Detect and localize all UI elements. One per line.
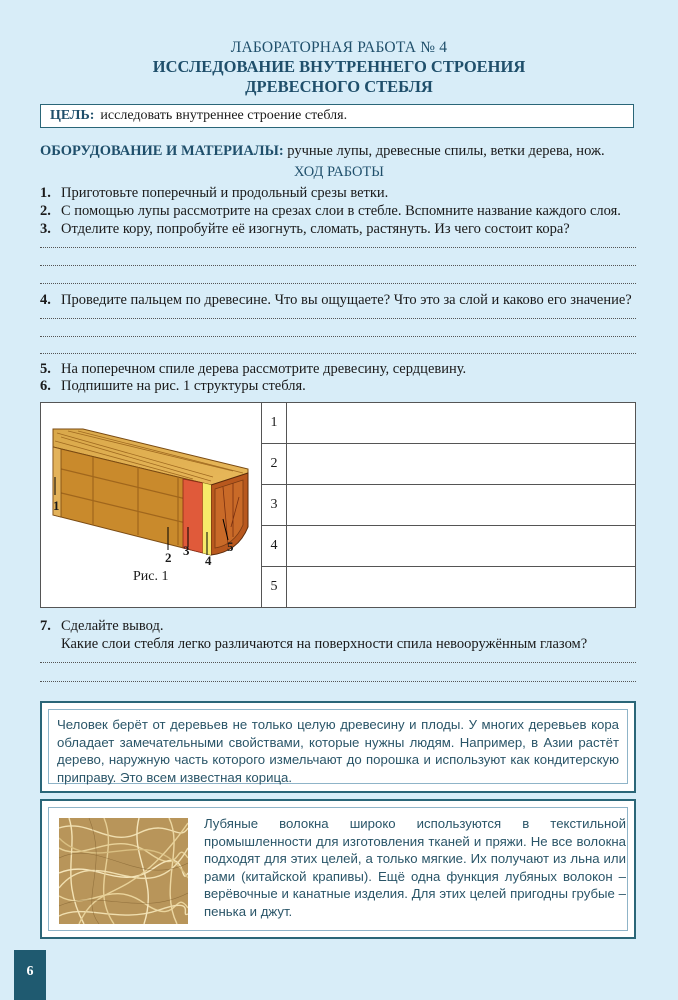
table-row xyxy=(262,567,636,607)
step-1: 1. Приготовьте поперечный и продольный срезы ветки. xyxy=(40,185,389,201)
row-number: 5 xyxy=(262,567,287,607)
answer-line[interactable] xyxy=(40,662,636,663)
figure-label-4: 4 xyxy=(205,553,212,568)
answer-line[interactable] xyxy=(40,336,636,337)
equipment-text: ручные лупы, древесные спилы, ветки дерева, нож. xyxy=(283,143,605,159)
answer-cell[interactable] xyxy=(287,526,636,567)
lab-title-line-2: ДРЕВЕСНОГО СТЕБЛЯ xyxy=(245,77,433,96)
step-7: 7. Сделайте вывод. xyxy=(40,618,164,634)
step-6: 6. Подпишите на рис. 1 структуры стебля. xyxy=(40,378,306,394)
goal-text: исследовать внутреннее строение стебля. xyxy=(100,108,348,123)
figure-label-5: 5 xyxy=(227,539,234,554)
table-row xyxy=(262,443,636,484)
answer-cell[interactable] xyxy=(287,484,636,525)
row-number: 1 xyxy=(262,403,287,443)
stem-cross-section-illustration xyxy=(43,407,258,567)
step-7-question: Какие слои стебля легко различаются на поверхности спила невооружённым глазом? xyxy=(61,636,588,652)
info-box-cinnamon-text: Человек берёт от деревьев не только целую древесину и плоды. У многих деревьев кора обладает замечательными свойствами, которые нужны людям. Например, в Азии растёт дерево, наружную часть которого измельчают до порошка и используют как кондитерскую приправу. Это всем известная корица. xyxy=(48,709,628,784)
figure-1-box xyxy=(40,402,636,608)
answer-line[interactable] xyxy=(40,265,636,266)
bast-fiber-photo xyxy=(59,818,188,924)
table-row xyxy=(262,403,636,443)
procedure-heading: ХОД РАБОТЫ xyxy=(294,164,384,180)
lab-number: ЛАБОРАТОРНАЯ РАБОТА № 4 xyxy=(230,39,448,56)
row-number: 4 xyxy=(262,526,287,567)
table-row xyxy=(262,484,636,525)
step-3: 3. Отделите кору, попробуйте её изогнуть, сломать, растянуть. Из чего состоит кора? xyxy=(40,221,570,237)
info-box-bast-fibers xyxy=(40,799,636,939)
page-header xyxy=(0,38,678,97)
row-number: 3 xyxy=(262,484,287,525)
goal-box xyxy=(40,104,634,128)
step-2: 2. С помощью лупы рассмотрите на срезах слои в стебле. Вспомните название каждого слоя. xyxy=(40,203,621,219)
answer-line[interactable] xyxy=(40,681,636,682)
row-number: 2 xyxy=(262,443,287,484)
answer-line[interactable] xyxy=(40,318,636,319)
page-number: 6 xyxy=(14,950,46,1000)
equipment-label: ОБОРУДОВАНИЕ И МАТЕРИАЛЫ: xyxy=(40,143,284,159)
goal-label: ЦЕЛЬ: xyxy=(50,108,95,123)
info-box-cinnamon xyxy=(40,701,636,793)
step-5: 5. На поперечном спиле дерева рассмотрите древесину, сердцевину. xyxy=(40,361,467,377)
table-row xyxy=(262,526,636,567)
figure-label-1: 1 xyxy=(53,498,60,513)
equipment-line xyxy=(40,141,605,161)
answer-cell[interactable] xyxy=(287,443,636,484)
answer-cell[interactable] xyxy=(287,567,636,607)
answer-line[interactable] xyxy=(40,283,636,284)
step-4: 4. Проведите пальцем по древесине. Что вы ощущаете? Что это за слой и каково его значение? xyxy=(40,292,632,308)
figure-label-2: 2 xyxy=(165,550,172,565)
figure-label-3: 3 xyxy=(183,543,190,558)
answer-cell[interactable] xyxy=(287,403,636,443)
structures-answer-table xyxy=(261,403,635,607)
figure-caption: Рис. 1 xyxy=(133,569,169,584)
info-box-bast-fibers-text: Лубяные волокна широко используются в текстильной промышленности для изготовления тканей и пряжи. Не все волокна подходят для этих целей, а только мягкие. Их получают из льна или рами (китайской крапивы). Ещё одна функция лубяных волокон – верёвочные и канатные изделия. Для этих целей пригодны грубые – пенька и джут. xyxy=(204,816,626,919)
lab-title-line-1: ИССЛЕДОВАНИЕ ВНУТРЕННЕГО СТРОЕНИЯ xyxy=(152,57,526,76)
answer-line[interactable] xyxy=(40,247,636,248)
answer-line[interactable] xyxy=(40,353,636,354)
